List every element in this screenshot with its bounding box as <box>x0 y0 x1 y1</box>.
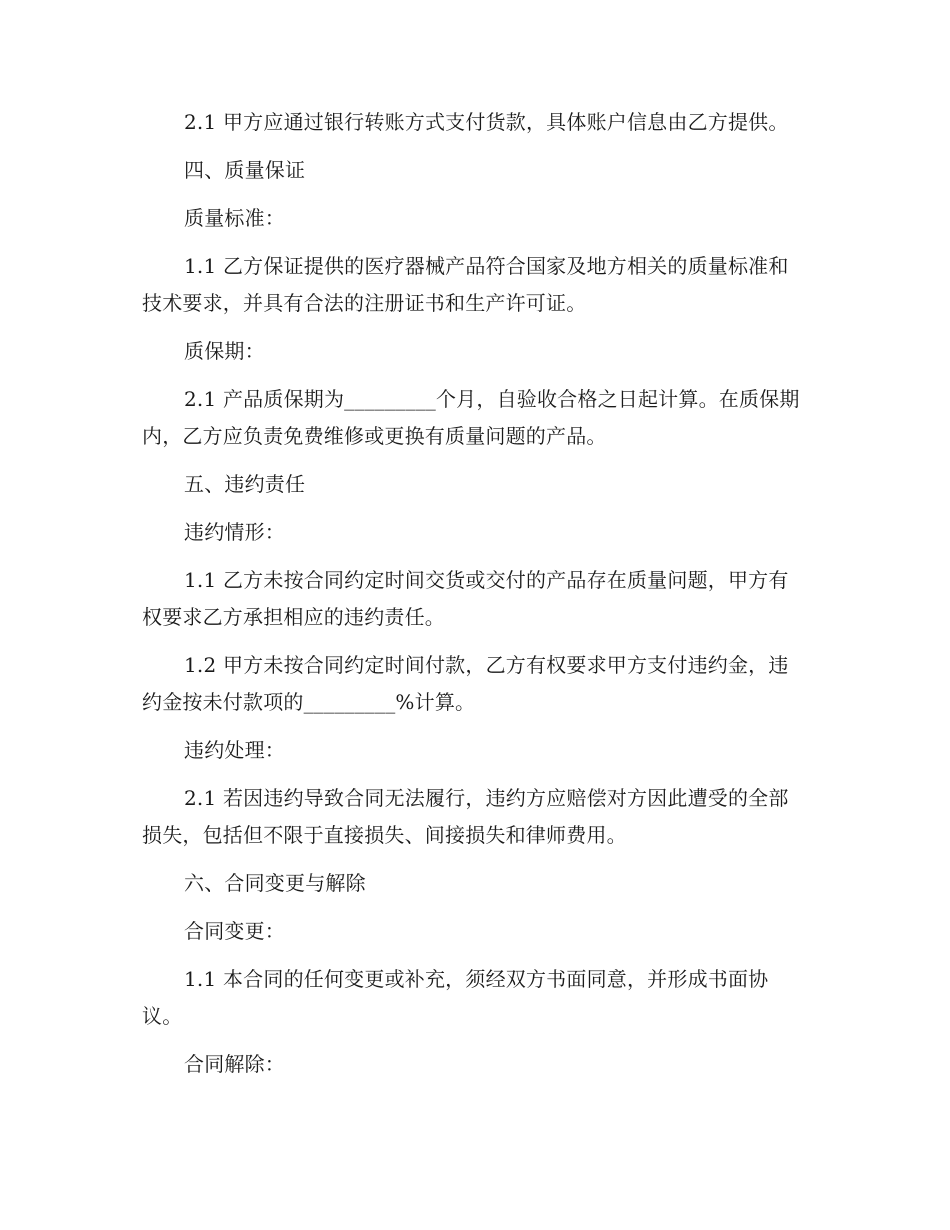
section-heading-amendment-termination: 六、合同变更与解除 <box>184 871 366 895</box>
section-heading-liability: 五、违约责任 <box>184 472 306 496</box>
clause-amendment: 1.1 本合同的任何变更或补充，须经双方书面同意，并形成书面协议。 <box>142 967 769 1028</box>
section-heading-quality-guarantee: 四、质量保证 <box>184 158 306 182</box>
clause-text-after-blank: 个月，自验收合格之日起计算。在质保期内，乙方应负责免费维修或更换有质量问题的产品。 <box>142 387 800 448</box>
subheading-amendment: 合同变更： <box>184 919 285 943</box>
fill-in-blank-penalty-percent: _________ <box>303 690 396 714</box>
clause-breach-supplier: 1.1 乙方未按合同约定时间交货或交付的产品存在质量问题，甲方有权要求乙方承担相应的违约责任。 <box>142 568 789 629</box>
clause-text-after-blank: %计算。 <box>395 690 476 714</box>
subheading-quality-standard: 质量标准： <box>184 206 285 230</box>
subheading-breach-cases: 违约情形： <box>184 520 285 544</box>
fill-in-blank-warranty-months: _________ <box>344 387 436 411</box>
subheading-breach-handling: 违约处理： <box>184 738 285 762</box>
clause-warranty-period <box>142 381 802 455</box>
clause-breach-buyer <box>142 647 802 721</box>
clause-text-before-blank: 1.2 甲方未按合同约定时间付款，乙方有权要求甲方支付违约金，违约金按未付款项的 <box>142 653 789 714</box>
document-page <box>142 104 802 1094</box>
clause-payment-method: 2.1 甲方应通过银行转账方式支付货款，具体账户信息由乙方提供。 <box>184 110 789 134</box>
subheading-warranty-period: 质保期： <box>184 339 265 363</box>
clause-quality-standard: 1.1 乙方保证提供的医疗器械产品符合国家及地方相关的质量标准和技术要求，并具有合法的注册证书和生产许可证。 <box>142 254 789 315</box>
clause-text-before-blank: 2.1 产品质保期为 <box>184 387 345 411</box>
clause-breach-compensation: 2.1 若因违约导致合同无法履行，违约方应赔偿对方因此遭受的全部损失，包括但不限于直接损失、间接损失和律师费用。 <box>142 786 789 847</box>
subheading-termination: 合同解除： <box>184 1052 285 1076</box>
